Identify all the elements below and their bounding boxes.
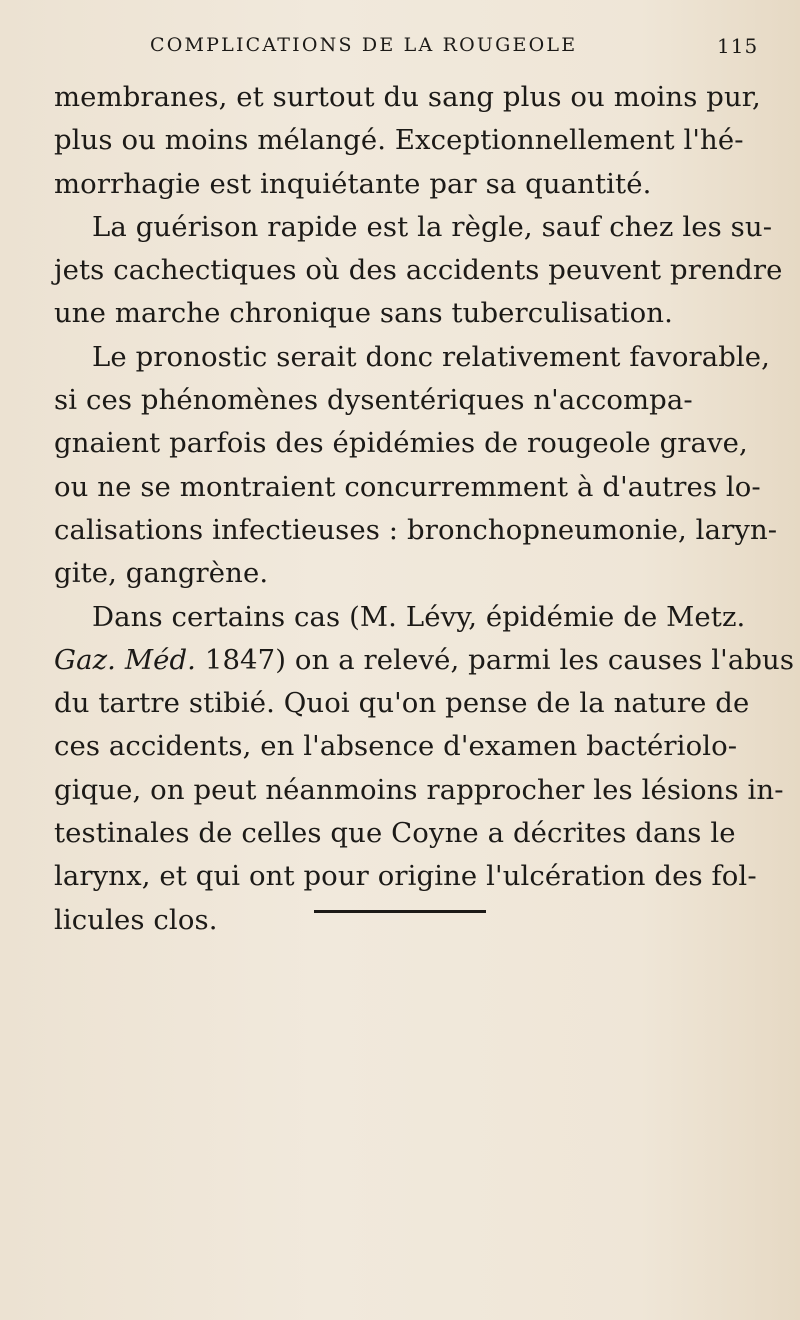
- body-text: [54, 76, 795, 942]
- text-line: jets cachectiques où des accidents peuvent prendre: [54, 254, 783, 287]
- text-line: du tartre stibié. Quoi qu'on pense de la nature de: [54, 687, 750, 720]
- text-line: si ces phénomènes dysentériques n'accompa-: [54, 384, 693, 417]
- text-line: membranes, et surtout du sang plus ou moins pur,: [54, 81, 761, 113]
- text-line: gnaient parfois des épidémies de rougeole grave,: [54, 427, 748, 460]
- page-number: 115: [717, 34, 759, 58]
- text-line: gique, on peut néanmoins rapprocher les lésions in-: [54, 773, 784, 806]
- text-line: testinales de celles que Coyne a décrites dans le: [54, 817, 736, 850]
- text-line: larynx, et qui ont pour origine l'ulcération des fol-: [54, 860, 757, 893]
- text-line: plus ou moins mélangé. Exceptionnellement l'hé-: [54, 124, 744, 157]
- page-header: [0, 34, 800, 64]
- citation-line: [54, 639, 795, 682]
- text-line: gite, gangrène.: [54, 557, 269, 590]
- paragraph-start: Le pronostic serait donc relativement favorable,: [92, 340, 771, 373]
- text-line: licules clos.: [54, 903, 218, 936]
- text-line: ou ne se montraient concurremment à d'autres lo-: [54, 470, 761, 503]
- section-divider: [314, 910, 486, 913]
- running-title: COMPLICATIONS DE LA ROUGEOLE: [150, 34, 578, 56]
- citation-journal: Gaz. Méd.: [54, 643, 197, 676]
- citation-rest: 1847) on a relevé, parmi les causes l'abus: [196, 643, 795, 676]
- text-line: calisations infectieuses : bronchopneumonie, laryn-: [54, 513, 778, 546]
- paragraph-start: Dans certains cas (M. Lévy, épidémie de Metz.: [92, 600, 746, 633]
- text-line: morrhagie est inquiétante par sa quantité.: [54, 167, 652, 200]
- text-line: ces accidents, en l'absence d'examen bactériolo-: [54, 730, 738, 763]
- paragraph-start: La guérison rapide est la règle, sauf chez les su-: [92, 210, 773, 243]
- text-line: une marche chronique sans tuberculisation.: [54, 297, 673, 330]
